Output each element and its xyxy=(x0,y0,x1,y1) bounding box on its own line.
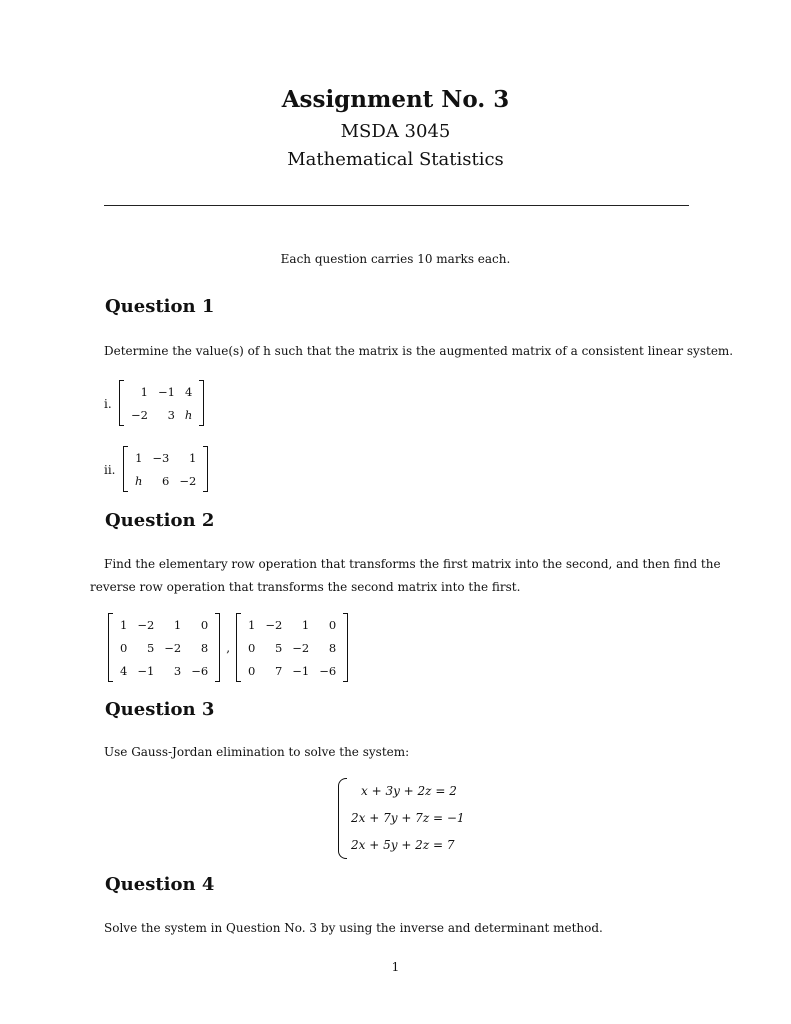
matrix-cell: 8 xyxy=(328,640,337,655)
matrix-cell: 0 xyxy=(200,617,209,632)
q1-item-label: ii. xyxy=(104,463,116,477)
matrix-cell: h xyxy=(184,407,193,422)
matrix-cell: 5 xyxy=(274,640,283,655)
q1-matrix-i xyxy=(119,380,204,426)
page-title: Assignment No. 3 xyxy=(281,86,510,113)
course-name: Mathematical Statistics xyxy=(287,149,504,170)
equation-system xyxy=(338,778,465,859)
question-1-heading: Question 1 xyxy=(105,296,215,317)
matrix-cell: −1 xyxy=(157,384,175,399)
matrix-cell: −1 xyxy=(137,663,155,678)
question-2-text-line2: reverse row operation that transforms the second matrix into the first. xyxy=(90,580,521,594)
right-bracket xyxy=(343,613,348,682)
matrix-cell: 0 xyxy=(328,617,337,632)
right-bracket xyxy=(203,446,208,492)
equation-2: 2x + 7y + 7z = −1 xyxy=(351,811,465,825)
matrix-cell: 4 xyxy=(185,384,193,399)
horizontal-rule xyxy=(104,205,689,206)
matrix-cell: 0 xyxy=(248,663,256,678)
right-bracket xyxy=(199,380,204,426)
left-bracket xyxy=(236,613,241,682)
matrix-cell: 1 xyxy=(189,450,197,465)
left-brace xyxy=(338,778,347,859)
matrix-cell: 3 xyxy=(167,407,175,422)
matrix-cell: 1 xyxy=(248,617,256,632)
matrix-cell: h xyxy=(135,473,143,488)
matrix-cell: 1 xyxy=(173,617,182,632)
matrix-cell: 8 xyxy=(200,640,209,655)
equation-1: x + 3y + 2z = 2 xyxy=(361,784,457,798)
matrix-cell: 4 xyxy=(120,663,128,678)
matrix-cell: 0 xyxy=(248,640,256,655)
matrix-cell: −6 xyxy=(319,663,337,678)
matrix-cell: 1 xyxy=(135,450,143,465)
q2-matrices xyxy=(108,613,348,682)
matrix-cell: −6 xyxy=(191,663,209,678)
question-4-text: Solve the system in Question No. 3 by using the inverse and determinant method. xyxy=(104,921,603,935)
matrix-separator: , xyxy=(226,640,231,655)
course-code: MSDA 3045 xyxy=(340,121,451,142)
q1-matrix-ii xyxy=(123,446,208,492)
matrix-cell: 1 xyxy=(140,384,148,399)
q1-item-label: i. xyxy=(104,397,112,411)
matrix-cell: 0 xyxy=(120,640,128,655)
matrix-cell: 1 xyxy=(301,617,310,632)
left-bracket xyxy=(119,380,124,426)
matrix-cell: −2 xyxy=(292,640,310,655)
matrix-cell: 6 xyxy=(162,473,170,488)
marks-note: Each question carries 10 marks each. xyxy=(280,252,511,266)
matrix-cell: −2 xyxy=(137,617,155,632)
matrix-cell: −2 xyxy=(131,407,148,422)
matrix-cell: 7 xyxy=(274,663,283,678)
page-number: 1 xyxy=(391,960,400,974)
matrix-cell: −3 xyxy=(152,450,170,465)
question-2-text-line1: Find the elementary row operation that transforms the first matrix into the second, and then find the xyxy=(104,557,721,571)
matrix-cell: 5 xyxy=(146,640,155,655)
equation-3: 2x + 5y + 2z = 7 xyxy=(351,838,455,852)
left-bracket xyxy=(123,446,128,492)
matrix-cell: −2 xyxy=(179,473,197,488)
left-bracket xyxy=(108,613,113,682)
matrix-cell: −2 xyxy=(265,617,283,632)
question-3-text: Use Gauss-Jordan elimination to solve the system: xyxy=(104,745,410,759)
matrix-cell: −1 xyxy=(292,663,310,678)
matrix-cell: −2 xyxy=(164,640,182,655)
question-4-heading: Question 4 xyxy=(105,874,215,895)
matrix-cell: 1 xyxy=(120,617,128,632)
matrix-cell: 3 xyxy=(173,663,182,678)
question-2-heading: Question 2 xyxy=(105,510,215,531)
question-3-heading: Question 3 xyxy=(105,699,215,720)
question-1-text: Determine the value(s) of h such that the matrix is the augmented matrix of a consistent linear system. xyxy=(104,344,734,358)
